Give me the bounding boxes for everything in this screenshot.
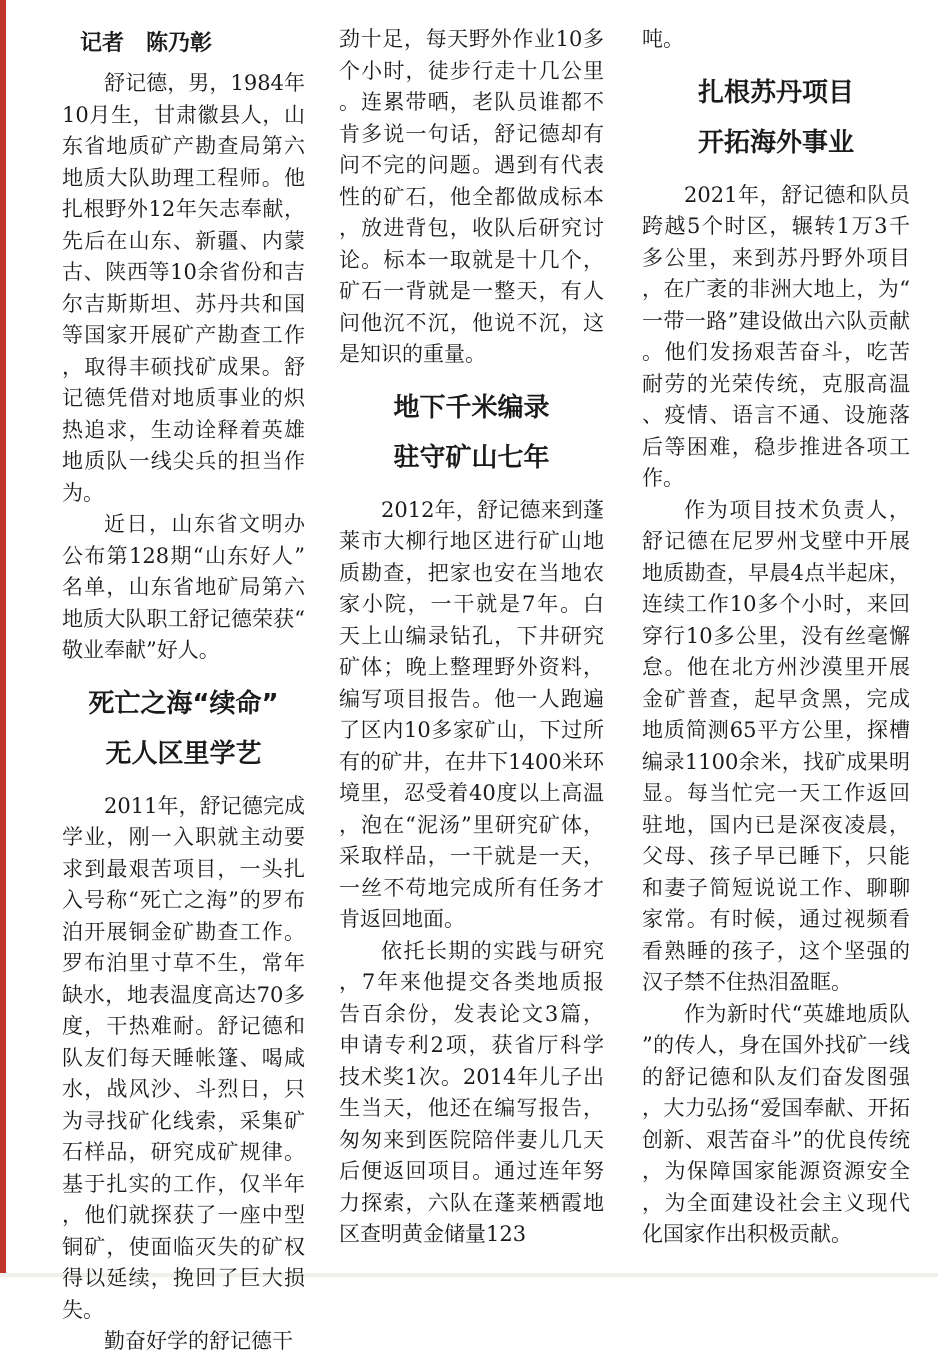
column-3 [642, 24, 910, 1264]
heading-line: 开拓海外事业 [697, 127, 854, 158]
heading-line: 扎根苏丹项目 [697, 77, 854, 108]
heading-line: 死亡之海“续命” [88, 688, 279, 719]
paragraph: 近日，山东省文明办公布第128期“山东好人”名单，山东省地矿局第六地质大队职工舒记德荣获“敬业奉献”好人。 [62, 512, 305, 662]
paragraph: 2021年，舒记德和队员跨越5个时区，辗转1万3千多公里，来到苏丹野外项目，在广袤的非洲大地上，为“一带一路”建设做出六队贡献。他们发扬艰苦奋斗，吃苦耐劳的光荣传统，克服高温、疫情、语言不通、设施落后等困难，稳步推进各项工作。 [642, 182, 910, 490]
paragraph: 2012年，舒记德来到蓬莱市大柳行地区进行矿山地质勘查，把家也安在当地农家小院，一干就是7年。白天上山编录钻孔，下井研究矿体；晚上整理野外资料，编写项目报告。他一人跑遍了区内10多家矿山，下过所有的矿井，在井下1400米环境里，忍受着40度以上高温，泡在“泥汤”里研究矿体，采取样品，一干就是一天，一丝不苟地完成所有任务才肯返回地面。 [339, 497, 604, 931]
paragraph: 依托长期的实践与研究，7年来他提交各类地质报告百余份，发表论文3篇，申请专利2项，获省厅科学技术奖1次。2014年儿子出生当天，他还在编写报告，匆匆来到医院陪伴妻儿几天后便返回项目。通过连年努力探索，六队在蓬莱栖霞地区查明黄金储量123 [339, 938, 604, 1246]
byline: 记者 陈乃彰 [80, 30, 213, 56]
column-2 [339, 24, 604, 1264]
paragraph: 舒记德，男，1984年10月生，甘肃徽县人，山东省地质矿产勘查局第六地质大队助理工程师。他扎根野外12年矢志奉献，先后在山东、新疆、内蒙古、陕西等10余省份和吉尔吉斯斯坦、苏丹共和国等国家开展矿产勘查工作，取得丰硕找矿成果。舒记德凭借对地质事业的炽热追求，生动诠释着英雄地质队一线尖兵的担当作为。 [62, 71, 305, 505]
heading-line: 无人区里学艺 [105, 738, 262, 769]
column-1 [62, 24, 305, 1353]
section-heading [339, 383, 604, 483]
paragraph: 劲十足，每天野外作业10多个小时，徒步行走十几公里。连累带晒，老队员谁都不肯多说一句话，舒记德却有问不完的问题。遇到有代表性的矿石，他全都做成标本，放进背包，收队后研究讨论。标本一取就是十几个，矿石一背就是一整天，有人问他沉不沉，他说不沉，这是知识的重量。 [339, 27, 604, 366]
heading-line: 地下千米编录 [393, 392, 550, 423]
paragraph: 2011年，舒记德完成学业，刚一入职就主动要求到最艰苦项目，一头扎入号称“死亡之海”的罗布泊开展铜金矿勘查工作。罗布泊里寸草不生，常年缺水，地表温度高达70多度，干热难耐。舒记德和队友们每天睡帐篷、喝咸水，战风沙、斗烈日，只为寻找矿化线索，采集矿石样品，研究成矿规律。基于扎实的工作，仅半年，他们就探获了一座中型铜矿，使面临灭失的矿权得以延续，挽回了巨大损失。 [62, 793, 305, 1322]
paragraph: 吨。 [642, 27, 684, 51]
section-heading [642, 68, 910, 168]
page-edge-strip [0, 0, 6, 1277]
paragraph: 作为新时代“英雄地质队”的传人，身在国外找矿一线的舒记德和队友们奋发图强，大力弘扬“爱国奉献、开拓创新、艰苦奋斗”的优良传统，为保障国家能源资源安全，为全面建设社会主义现代化国家作出积极贡献。 [642, 1001, 910, 1246]
heading-line: 驻守矿山七年 [393, 442, 550, 473]
section-heading [62, 679, 305, 779]
paragraph: 勤奋好学的舒记德干 [104, 1329, 293, 1353]
paragraph: 作为项目技术负责人，舒记德在尼罗州戈壁中开展地质勘查，早晨4点半起床，连续工作10多个小时，来回穿行10多公里，没有丝毫懈怠。他在北方州沙漠里开展金矿普查，起早贪黑，完成地质简测65平方公里，探槽编录1100余米，找矿成果明显。每当忙完一天工作返回驻地，国内已是深夜凌晨，父母、孩子早已睡下，只能和妻子简短说说工作、聊聊家常。有时候，通过视频看看熟睡的孩子，这个坚强的汉子禁不住热泪盈眶。 [642, 497, 910, 994]
